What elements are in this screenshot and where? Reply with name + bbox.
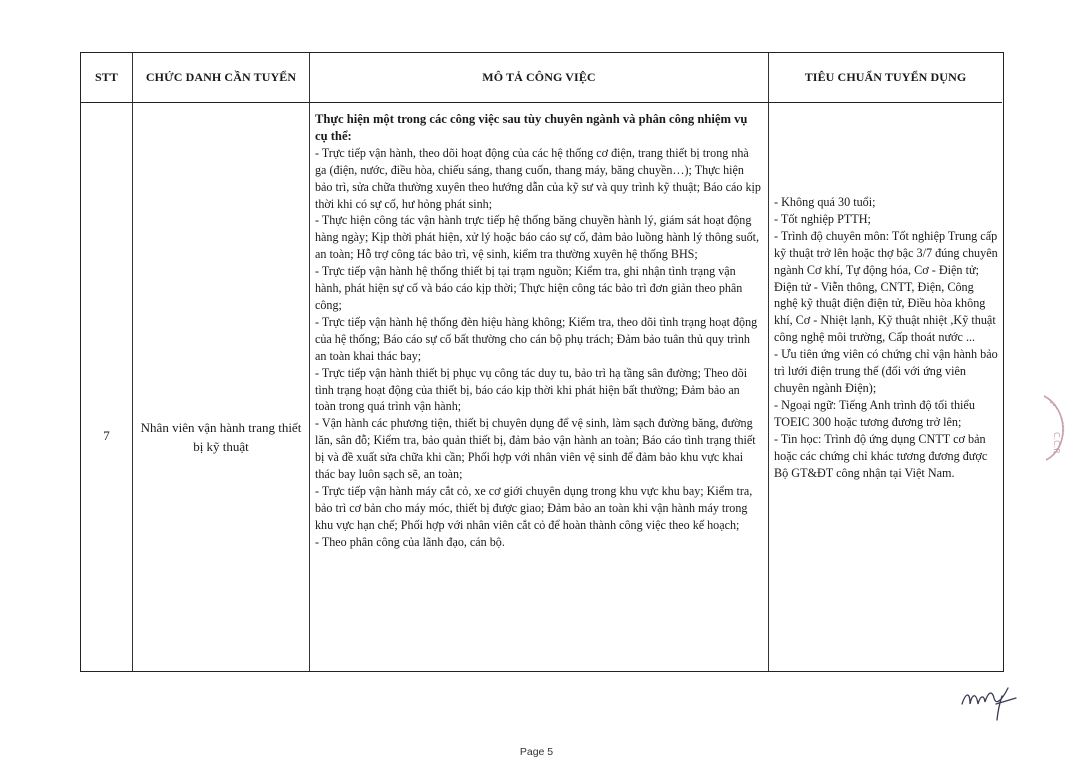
description-item: - Trực tiếp vận hành máy cắt cỏ, xe cơ giới chuyên dụng trong khu vực khu bay; Kiểm tra, bảo trì cơ bản cho máy móc, thiết bị được giao; Đảm bảo an toàn khi vận hành máy trong khu vực hạn chế; Phối hợp với nhân viên cắt cỏ để hoàn thành công việc theo kế hoạch; [315,483,753,532]
header-stt: STT [81,53,133,103]
description-item: - Trực tiếp vận hành hệ thống thiết bị tại trạm nguồn; Kiểm tra, ghi nhận tình trạng vận hành, phát hiện sự cố và báo cáo kịp thời; Thực hiện công tác bảo trì đơn giản theo phân công; [315,264,743,312]
description-item: - Trực tiếp vận hành thiết bị phục vụ công tác duy tu, bảo trì hạ tầng sân đường; Theo dõi tình trạng hoạt động của thiết bị, báo cáo kịp thời khi phát hiện bất thường; Đảm bảo an toàn trong quá trình vận hành; [315,365,748,414]
description-item: - Vận hành các phương tiện, thiết bị chuyên dụng để vệ sinh, làm sạch đường băng, đường lăn, sân đỗ; Kiểm tra, bảo quản thiết bị, đảm bảo vận hành an toàn; Báo cáo tình trạng thiết bị và đề xuất sửa chữa khi cần; Phối hợp với nhân viên vệ sinh để đảm bảo khu vực khai thác bay luôn sạch sẽ, an toàn; [315,416,756,482]
requirement-item: - Tốt nghiệp PTTH; [774,211,871,226]
page-number: Page 5 [519,746,554,758]
requirement-item: - Tin học: Trình độ ứng dụng CNTT cơ bản hoặc các chứng chỉ khác tương đương được Bộ GT&ĐT công nhận tại Việt Nam. [774,431,988,480]
description-item: - Thực hiện công tác vận hành trực tiếp hệ thống băng chuyền hành lý, giám sát hoạt động hàng ngày; Kịp thời phát hiện, xử lý hoặc báo cáo sự cố, đảm bảo luồng hành lý thông suốt, an toàn; Hỗ trợ công tác bảo trì, vệ sinh, kiểm tra thường xuyên hệ thống BHS; [315,213,760,262]
header-position-title: CHỨC DANH CẦN TUYỂN [133,53,310,103]
requirement-item: - Trình độ chuyên môn: Tốt nghiệp Trung cấp kỹ thuật trở lên hoặc thợ bậc 3/7 đúng chuyên ngành Cơ khí, Tự động hóa, Cơ - Điện tử; Điện tử - Viễn thông, CNTT, Điện, Công nghệ kỹ thuật điện điện tử, Điều hòa không khí, Cơ - Nhiệt lạnh, Kỹ thuật nhiệt ,Kỹ thuật công nghệ môi trường, Cấp thoát nước ... [774,228,998,345]
signature-mark [958,682,1020,722]
header-job-description: MÔ TẢ CÔNG VIỆC [310,53,769,103]
row-description-cell [310,103,769,671]
row-stt-value: 7 [103,428,110,443]
row-stt-cell [81,103,133,671]
requirement-item: - Ưu tiên ứng viên có chứng chỉ vận hành bảo trì lưới điện trung thế (đối với ứng viên chuyên ngành Điện); [774,347,998,395]
description-heading: Thực hiện một trong các công việc sau tùy chuyên ngành và phân công nhiệm vụ cụ thể: [315,112,748,143]
row-requirements-cell [769,103,1002,671]
description-item: - Theo phân công của lãnh đạo, cán bộ. [315,534,505,549]
header-requirements: TIÊU CHUẨN TUYỂN DỤNG [769,53,1002,103]
recruitment-table [80,52,1004,672]
stamp-mark [1038,392,1072,464]
requirement-item: - Ngoại ngữ: Tiếng Anh trình độ tối thiểu TOEIC 300 hoặc tương đương trở lên; [774,397,975,429]
row-position-title: Nhân viên vận hành trang thiết bị kỹ thuật [140,420,302,454]
row-title-cell [133,103,310,671]
svg-text:C.C.P: C.C.P [1052,432,1061,454]
description-item: - Trực tiếp vận hành, theo dõi hoạt động của các hệ thống cơ điện, trang thiết bị trong nhà ga (điện, nước, điều hòa, chiếu sáng, thang cuốn, thang máy, băng chuyền…); Thực hiện bảo trì, sửa chữa thường xuyên theo hướng dẫn của kỹ sư và quy trình kỹ thuật; Báo cáo kịp thời khi có sự cố, hư hỏng phát sinh; [315,145,761,211]
description-item: - Trực tiếp vận hành hệ thống đèn hiệu hàng không; Kiểm tra, theo dõi tình trạng hoạt động của hệ thống; Báo cáo sự cố bất thường cho cán bộ phụ trách; Đảm bảo tuân thủ quy trình an toàn khai thác bay; [315,314,758,363]
requirement-item: - Không quá 30 tuổi; [774,195,876,209]
